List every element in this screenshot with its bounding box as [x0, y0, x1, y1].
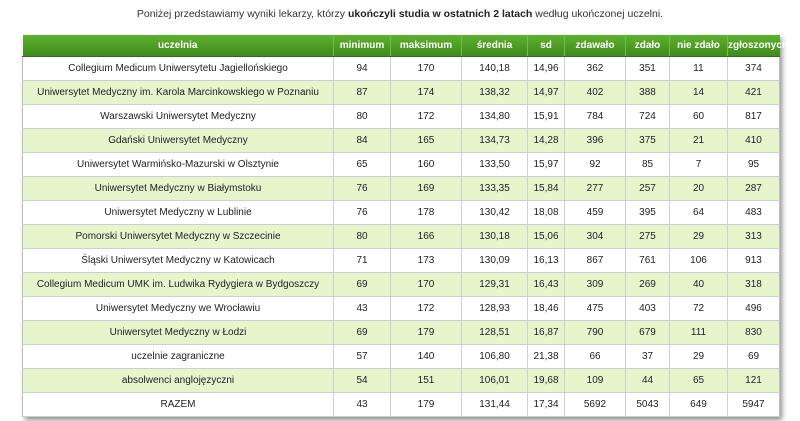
cell-nie-zdalo: 111 — [670, 321, 728, 345]
cell-zgloszonych: 374 — [728, 57, 780, 81]
cell-zdalo: 44 — [626, 369, 670, 393]
cell-nie-zdalo: 72 — [670, 297, 728, 321]
cell-nie-zdalo: 40 — [670, 273, 728, 297]
cell-zdawalo: 790 — [565, 321, 626, 345]
cell-maksimum: 170 — [391, 57, 462, 81]
cell-nie-zdalo: 21 — [670, 129, 728, 153]
cell-zdalo: 257 — [626, 177, 670, 201]
header-row — [23, 35, 780, 57]
cell-minimum: 94 — [334, 57, 391, 81]
cell-zgloszonych: 287 — [728, 177, 780, 201]
cell-maksimum: 160 — [391, 153, 462, 177]
cell-maksimum: 165 — [391, 129, 462, 153]
table-header — [23, 35, 789, 57]
table-row — [23, 321, 780, 345]
cell-uczelnia: Uniwersytet Medyczny w Lublinie — [23, 201, 334, 225]
cell-zgloszonych: 313 — [728, 225, 780, 249]
cell-uczelnia: uczelnie zagraniczne — [23, 345, 334, 369]
table-row — [23, 57, 780, 81]
cell-maksimum: 173 — [391, 249, 462, 273]
cell-zdawalo: 277 — [565, 177, 626, 201]
cell-minimum: 71 — [334, 249, 391, 273]
cell-minimum: 76 — [334, 201, 391, 225]
cell-sd: 15,97 — [528, 153, 565, 177]
cell-zdawalo: 66 — [565, 345, 626, 369]
intro-before: Poniżej przedstawiamy wyniki lekarzy, którzy — [136, 8, 348, 20]
cell-srednia: 130,18 — [462, 225, 528, 249]
cell-minimum: 87 — [334, 81, 391, 105]
cell-zdalo: 375 — [626, 129, 670, 153]
cell-zgloszonych: 483 — [728, 201, 780, 225]
cell-uczelnia: Pomorski Uniwersytet Medyczny w Szczecinie — [23, 225, 334, 249]
cell-nie-zdalo: 649 — [670, 393, 728, 417]
cell-nie-zdalo: 14 — [670, 81, 728, 105]
header-srednia: średnia — [462, 35, 528, 57]
cell-maksimum: 172 — [391, 105, 462, 129]
cell-zgloszonych: 69 — [728, 345, 780, 369]
cell-maksimum: 140 — [391, 345, 462, 369]
cell-minimum: 80 — [334, 225, 391, 249]
cell-srednia: 128,93 — [462, 297, 528, 321]
cell-zgloszonych: 318 — [728, 273, 780, 297]
cell-srednia: 133,50 — [462, 153, 528, 177]
cell-sd: 16,87 — [528, 321, 565, 345]
cell-zdalo: 403 — [626, 297, 670, 321]
cell-maksimum: 174 — [391, 81, 462, 105]
cell-zdalo: 275 — [626, 225, 670, 249]
cell-zdawalo: 92 — [565, 153, 626, 177]
cell-maksimum: 166 — [391, 225, 462, 249]
cell-maksimum: 179 — [391, 321, 462, 345]
cell-minimum: 43 — [334, 297, 391, 321]
cell-nie-zdalo: 60 — [670, 105, 728, 129]
results-table-container — [22, 35, 789, 417]
cell-zdalo: 351 — [626, 57, 670, 81]
cell-sd: 17,34 — [528, 393, 565, 417]
cell-srednia: 134,80 — [462, 105, 528, 129]
cell-zdawalo: 784 — [565, 105, 626, 129]
cell-minimum: 69 — [334, 273, 391, 297]
cell-nie-zdalo: 64 — [670, 201, 728, 225]
table-row — [23, 129, 780, 153]
cell-zgloszonych: 496 — [728, 297, 780, 321]
cell-minimum: 69 — [334, 321, 391, 345]
table-row — [23, 201, 780, 225]
cell-zdalo: 724 — [626, 105, 670, 129]
cell-minimum: 80 — [334, 105, 391, 129]
cell-zdalo: 761 — [626, 249, 670, 273]
cell-nie-zdalo: 106 — [670, 249, 728, 273]
intro-bold: ukończyli studia w ostatnich 2 latach — [347, 8, 533, 20]
cell-zgloszonych: 817 — [728, 105, 780, 129]
table-row — [23, 153, 780, 177]
cell-zdawalo: 5692 — [565, 393, 626, 417]
cell-uczelnia: Uniwersytet Medyczny we Wrocławiu — [23, 297, 334, 321]
cell-maksimum: 172 — [391, 297, 462, 321]
cell-zdalo: 388 — [626, 81, 670, 105]
header-zgloszonych: zgłoszonych — [728, 35, 780, 57]
cell-zdalo: 679 — [626, 321, 670, 345]
cell-uczelnia: Gdański Uniwersytet Medyczny — [23, 129, 334, 153]
cell-sd: 18,08 — [528, 201, 565, 225]
cell-uczelnia: Śląski Uniwersytet Medyczny w Katowicach — [23, 249, 334, 273]
cell-zdawalo: 867 — [565, 249, 626, 273]
cell-srednia: 134,73 — [462, 129, 528, 153]
cell-uczelnia: RAZEM — [23, 393, 334, 417]
cell-sd: 18,46 — [528, 297, 565, 321]
cell-zdalo: 85 — [626, 153, 670, 177]
cell-maksimum: 151 — [391, 369, 462, 393]
cell-sd: 14,96 — [528, 57, 565, 81]
table-body — [23, 57, 780, 417]
cell-sd: 14,28 — [528, 129, 565, 153]
cell-srednia: 130,09 — [462, 249, 528, 273]
cell-sd: 16,43 — [528, 273, 565, 297]
cell-srednia: 131,44 — [462, 393, 528, 417]
cell-zgloszonych: 913 — [728, 249, 780, 273]
table-row — [23, 273, 780, 297]
cell-uczelnia: Uniwersytet Medyczny w Łodzi — [23, 321, 334, 345]
cell-sd: 19,68 — [528, 369, 565, 393]
cell-sd: 15,84 — [528, 177, 565, 201]
cell-zdawalo: 309 — [565, 273, 626, 297]
cell-minimum: 54 — [334, 369, 391, 393]
cell-srednia: 138,32 — [462, 81, 528, 105]
cell-zgloszonych: 121 — [728, 369, 780, 393]
cell-sd: 14,97 — [528, 81, 565, 105]
cell-nie-zdalo: 11 — [670, 57, 728, 81]
table-row — [23, 369, 780, 393]
cell-zdawalo: 396 — [565, 129, 626, 153]
cell-srednia: 133,35 — [462, 177, 528, 201]
header-sd: sd — [528, 35, 565, 57]
table-row — [23, 345, 780, 369]
cell-minimum: 76 — [334, 177, 391, 201]
cell-sd: 16,13 — [528, 249, 565, 273]
cell-zdawalo: 304 — [565, 225, 626, 249]
cell-zdawalo: 475 — [565, 297, 626, 321]
table-row-total — [23, 393, 780, 417]
cell-sd: 15,06 — [528, 225, 565, 249]
header-zdawalo: zdawało — [565, 35, 626, 57]
cell-zgloszonych: 410 — [728, 129, 780, 153]
cell-nie-zdalo: 29 — [670, 345, 728, 369]
cell-minimum: 43 — [334, 393, 391, 417]
cell-zgloszonych: 5947 — [728, 393, 780, 417]
header-maksimum: maksimum — [391, 35, 462, 57]
cell-srednia: 130,42 — [462, 201, 528, 225]
cell-nie-zdalo: 20 — [670, 177, 728, 201]
cell-zdawalo: 402 — [565, 81, 626, 105]
table-row — [23, 105, 780, 129]
cell-srednia: 106,01 — [462, 369, 528, 393]
cell-minimum: 65 — [334, 153, 391, 177]
cell-zgloszonych: 830 — [728, 321, 780, 345]
cell-srednia: 128,51 — [462, 321, 528, 345]
table-row — [23, 225, 780, 249]
cell-zdawalo: 109 — [565, 369, 626, 393]
cell-sd: 15,91 — [528, 105, 565, 129]
cell-zdawalo: 459 — [565, 201, 626, 225]
cell-zdalo: 37 — [626, 345, 670, 369]
cell-zgloszonych: 95 — [728, 153, 780, 177]
header-zdalo: zdało — [626, 35, 670, 57]
table-row — [23, 81, 780, 105]
cell-minimum: 84 — [334, 129, 391, 153]
cell-uczelnia: absolwenci anglojęzyczni — [23, 369, 334, 393]
cell-srednia: 140,18 — [462, 57, 528, 81]
cell-srednia: 129,31 — [462, 273, 528, 297]
cell-uczelnia: Uniwersytet Medyczny w Białymstoku — [23, 177, 334, 201]
cell-nie-zdalo: 29 — [670, 225, 728, 249]
cell-nie-zdalo: 65 — [670, 369, 728, 393]
cell-minimum: 57 — [334, 345, 391, 369]
intro-text — [0, 8, 800, 20]
cell-maksimum: 178 — [391, 201, 462, 225]
header-minimum: minimum — [334, 35, 391, 57]
cell-uczelnia: Warszawski Uniwersytet Medyczny — [23, 105, 334, 129]
cell-nie-zdalo: 7 — [670, 153, 728, 177]
cell-uczelnia: Uniwersytet Warmińsko-Mazurski w Olsztynie — [23, 153, 334, 177]
table-row — [23, 297, 780, 321]
intro-after: według ukończonej uczelni. — [532, 8, 664, 20]
cell-maksimum: 169 — [391, 177, 462, 201]
cell-srednia: 106,80 — [462, 345, 528, 369]
cell-maksimum: 179 — [391, 393, 462, 417]
cell-zdalo: 269 — [626, 273, 670, 297]
table-row — [23, 177, 780, 201]
cell-uczelnia: Collegium Medicum Uniwersytetu Jagiellońskiego — [23, 57, 334, 81]
cell-sd: 21,38 — [528, 345, 565, 369]
results-table — [22, 35, 789, 417]
cell-zdalo: 395 — [626, 201, 670, 225]
cell-maksimum: 170 — [391, 273, 462, 297]
cell-zdalo: 5043 — [626, 393, 670, 417]
header-nie-zdalo: nie zdało — [670, 35, 728, 57]
cell-uczelnia: Uniwersytet Medyczny im. Karola Marcinkowskiego w Poznaniu — [23, 81, 334, 105]
cell-zgloszonych: 421 — [728, 81, 780, 105]
header-uczelnia: uczelnia — [23, 35, 334, 57]
cell-zdawalo: 362 — [565, 57, 626, 81]
cell-uczelnia: Collegium Medicum UMK im. Ludwika Rydygiera w Bydgoszczy — [23, 273, 334, 297]
table-row — [23, 249, 780, 273]
